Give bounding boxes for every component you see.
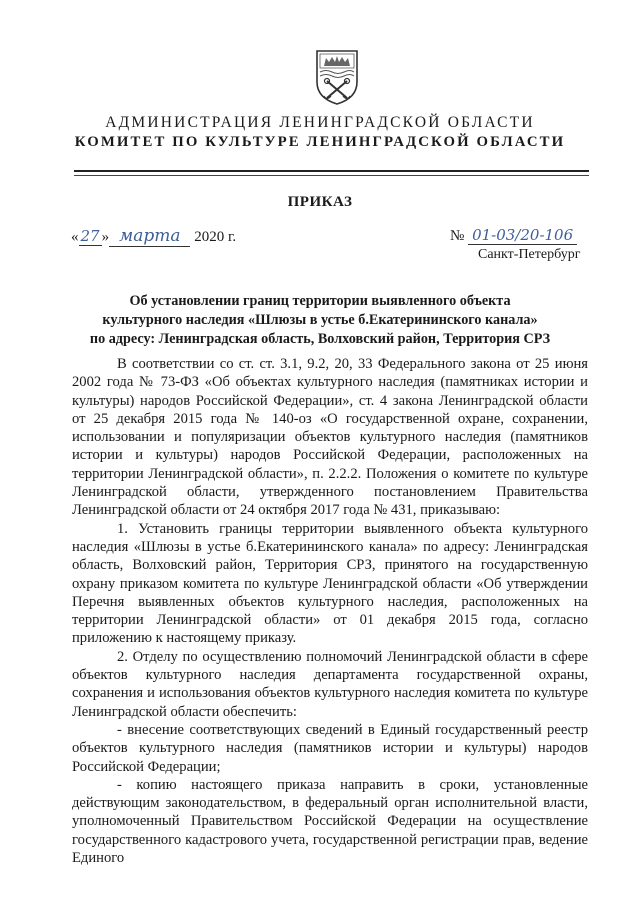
date-close-quote: » xyxy=(101,229,110,245)
document-date xyxy=(71,226,236,247)
body-paragraph: - внесение соответствующих сведений в Единый государственный реестр объектов культурного наследия (памятников истории и культуры) народов Российской Федерации; xyxy=(72,721,588,775)
document-type: ПРИКАЗ xyxy=(287,194,353,210)
document-body xyxy=(72,355,588,867)
body-paragraph: 1. Установить границы территории выявленного объекта культурного наследия «Шлюзы в устье б.Екатерининского канала» по адресу: Ленинградская область, Волховский район, Территория СРЗ, принятого на государственную охрану приказом комитета по культуре Ленинградской области «Об утверждении Перечня выявленных объектов культурного наследия, расположенных на территории Ленинградской области» от 01 декабря 2015 года, согласно приложению к настоящему приказу. xyxy=(72,520,588,647)
title-line: культурного наследия «Шлюзы в устье б.Екатерининского канала» xyxy=(102,312,538,328)
document-city: Санкт-Петербург xyxy=(478,247,581,262)
header-divider-thin xyxy=(74,175,589,176)
number-value: 01-03/20-106 xyxy=(468,226,577,245)
body-paragraph: 2. Отделу по осуществлению полномочий Ленинградской области в сфере объектов культурного наследия департамента государственной охраны, сохранения и использования объектов культурного наследия комитета по культуре Ленинградской области обеспечить: xyxy=(72,648,588,720)
number-prefix: № xyxy=(450,228,469,244)
document-title xyxy=(60,292,580,349)
coat-of-arms-icon xyxy=(314,48,360,106)
title-line: по адресу: Ленинградская область, Волховский район, Территория СРЗ xyxy=(89,331,551,347)
header-divider-thick xyxy=(74,170,589,172)
body-paragraph: В соответствии со ст. ст. 3.1, 9.2, 20, 33 Федерального закона от 25 июня 2002 года № 73-ФЗ «Об объектах культурного наследия (памятниках истории и культуры) народов Российской Федерации», ст. 4 закона Ленинградской области от 25 декабря 2015 года № 140-оз «О государственной охране, сохранении, использовании и популяризации объектов культурного наследия (памятников истории и культуры) народов Российской Федерации, расположенных на территории Ленинградской области», п. 2.2.2. Положения о комитете по культуре Ленинградской области, утвержденного постановлением Правительства Ленинградской области от 24 октября 2017 года № 431, приказываю: xyxy=(72,356,588,519)
document-number xyxy=(450,226,577,245)
date-year: 2020 г. xyxy=(190,229,237,245)
body-paragraph: - копию настоящего приказа направить в сроки, установленные действующим законодательством, в федеральный орган исполнительной власти, уполномоченный Правительством Российской Федерации на осуществление государственного кадастрового учета, государственной регистрации прав, ведение Единого xyxy=(72,776,588,867)
committee-name: КОМИТЕТ ПО КУЛЬТУРЕ ЛЕНИНГРАДСКОЙ ОБЛАСТИ xyxy=(74,134,566,150)
administration-name: АДМИНИСТРАЦИЯ ЛЕНИНГРАДСКОЙ ОБЛАСТИ xyxy=(105,114,535,131)
date-month: марта xyxy=(109,226,190,247)
title-line: Об установлении границ территории выявленного объекта xyxy=(129,293,511,309)
date-day: 27 xyxy=(80,227,100,245)
date-open-quote: « xyxy=(71,229,79,245)
